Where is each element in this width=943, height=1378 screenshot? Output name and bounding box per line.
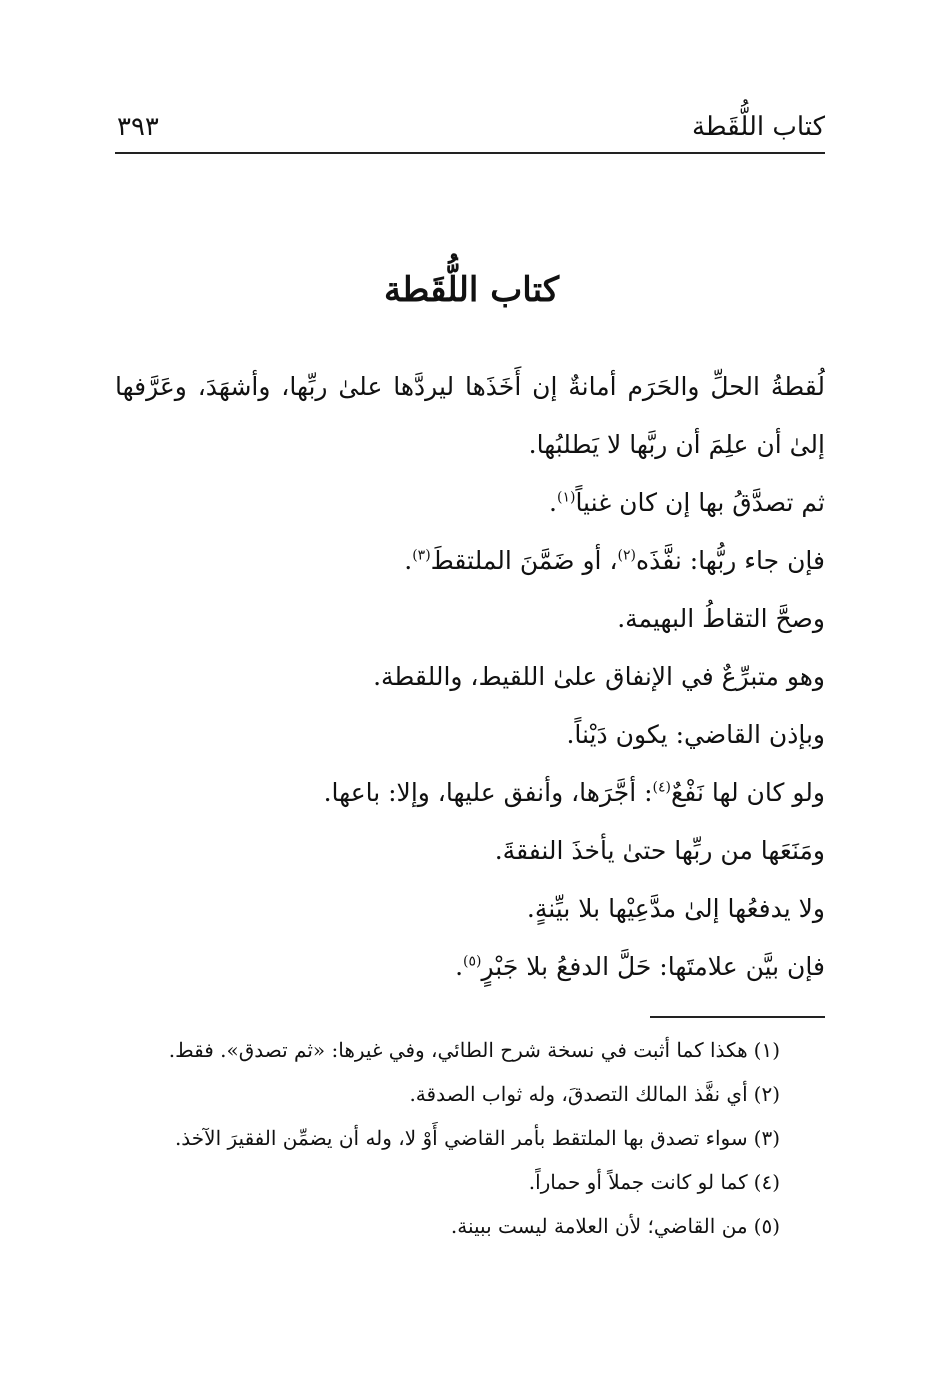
text-line: ولا يدفعُها إلىٰ مدَّعِيْها بلا بيِّنةٍ. — [526, 894, 825, 923]
text-line: فإن جاء ربُّها: نفَّذَه$^{(٢)}$، أو ضَمَّنَ الملتقطَ$^{(٣)}$. — [404, 546, 825, 575]
footnote-text: أي نفَّذ المالك التصدقَ، وله ثواب الصدقة. — [409, 1082, 748, 1106]
text-line: ولو كان لها نَفْعٌ$^{(٤)}$: أجَّرَها، وأنفق عليها، وإلا: باعها. — [323, 778, 825, 807]
footnote-number: (١) — [753, 1038, 780, 1062]
footnote-separator — [650, 1016, 825, 1018]
page-number: ٣٩٣ — [117, 112, 159, 142]
footnote-marker[interactable]: (٤) — [652, 779, 671, 796]
footnote-number: (٣) — [753, 1126, 780, 1150]
footnote-marker[interactable]: (٥) — [463, 953, 482, 970]
text-line: وصحَّ التقاطُ البهيمة. — [617, 604, 825, 633]
footnote-text: سواء تصدق بها الملتقط بأمر القاضي أَوْ لا، وله أن يضمِّن الفقيرَ الآخذ. — [174, 1126, 748, 1150]
text-line: لُقطةُ الحلِّ والحَرَم أمانةٌ إن أَخَذَها ليردَّها علىٰ ربِّها، وأشهَدَ، وعَرَّفها — [115, 372, 825, 401]
footnote-text: كما لو كانت جملاً أو حماراً. — [528, 1170, 748, 1194]
text-line: ومَنَعَها من ربِّها حتىٰ يأخذَ النفقةَ. — [494, 836, 825, 865]
text-line: وهو متبرِّعٌ في الإنفاق علىٰ اللقيط، واللقطة. — [373, 662, 825, 691]
text-line: ثم تصدَّقُ بها إن كان غنياً$^{(١)}$. — [549, 488, 825, 517]
footnote — [115, 1116, 780, 1160]
footnote-text: هكذا كما أثبت في نسخة شرح الطائي، وفي غيرها: «ثم تصدق». فقط. — [168, 1038, 748, 1062]
footnote-number: (٤) — [753, 1170, 780, 1194]
footnote-text: من القاضي؛ لأن العلامة ليست ببينة. — [450, 1214, 748, 1238]
footnote — [115, 1072, 780, 1116]
text-line: إلىٰ أن علِمَ أن ربَّها لا يَطلبُها. — [528, 430, 825, 459]
main-text — [115, 358, 825, 996]
text-line: وبإذن القاضي: يكون دَيْناً. — [566, 720, 825, 749]
chapter-title: كتاب اللُّقَطة — [383, 270, 560, 310]
footnote-marker[interactable]: (٢) — [617, 547, 636, 564]
footnote-number: (٥) — [753, 1214, 780, 1238]
footnote — [115, 1160, 780, 1204]
running-title: كتاب اللُّقَطة — [691, 112, 825, 142]
footnotes — [115, 1028, 780, 1248]
footnote-marker[interactable]: (١) — [556, 489, 576, 506]
footnote-number: (٢) — [753, 1082, 780, 1106]
text-line: فإن بيَّن علامتَها: حَلَّ الدفعُ بلا جَبْرٍ$^{(٥)}$. — [455, 952, 825, 981]
footnote-marker[interactable]: (٣) — [412, 547, 431, 564]
footnote — [115, 1204, 780, 1248]
footnote — [115, 1028, 780, 1072]
page-header — [115, 108, 825, 154]
